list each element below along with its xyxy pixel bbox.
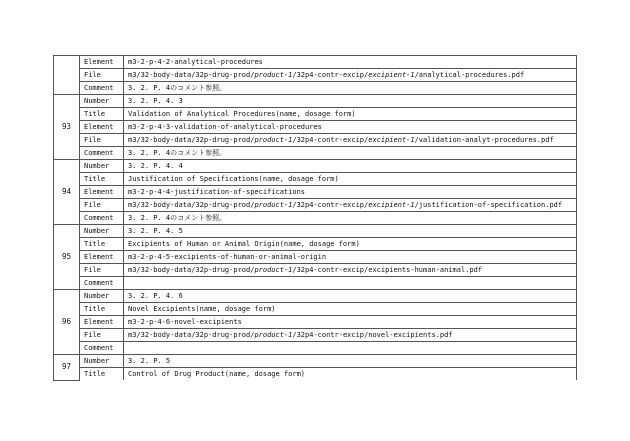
- value-segment: Justification of Specifications(name, dosage form): [128, 175, 339, 183]
- value-segment: 3. 2. P. 4. 3: [128, 97, 183, 105]
- table-row: [54, 173, 577, 186]
- field-value-cell: [124, 147, 577, 160]
- value-segment: /32p4-contr-excip/: [292, 71, 369, 79]
- field-key-cell: Title: [80, 303, 124, 316]
- table-row: [54, 277, 577, 290]
- value-segment: m3-2-p-4-3-validation-of-analytical-procedures: [128, 123, 322, 131]
- specification-table: [53, 55, 577, 381]
- field-key-cell: Comment: [80, 277, 124, 290]
- field-key-cell: File: [80, 134, 124, 147]
- field-value-cell: [124, 342, 577, 355]
- field-key-cell: Number: [80, 290, 124, 303]
- value-segment: /32p4-contr-excip/novel-excipients.pdf: [292, 331, 453, 339]
- table-row: [54, 56, 577, 69]
- field-value-cell: [124, 186, 577, 199]
- table-row: [54, 199, 577, 212]
- table-row: [54, 186, 577, 199]
- group-number-cell: 95: [54, 225, 80, 290]
- field-value-cell: [124, 316, 577, 329]
- field-key-cell: File: [80, 69, 124, 82]
- field-value-cell: [124, 121, 577, 134]
- value-segment: /32p4-contr-excip/: [292, 201, 369, 209]
- field-key-cell: Comment: [80, 342, 124, 355]
- table-row: [54, 355, 577, 368]
- table-row: [54, 121, 577, 134]
- path-variable-segment: product-1: [254, 71, 293, 79]
- value-segment: Validation of Analytical Procedures(name, dosage form): [128, 110, 356, 118]
- field-value-cell: [124, 56, 577, 69]
- field-key-cell: File: [80, 264, 124, 277]
- field-value-cell: [124, 238, 577, 251]
- table-row: [54, 108, 577, 121]
- table-row: [54, 95, 577, 108]
- path-variable-segment: excipient-1: [368, 201, 415, 209]
- field-value-cell: [124, 199, 577, 212]
- field-key-cell: Title: [80, 108, 124, 121]
- field-value-cell: [124, 160, 577, 173]
- path-variable-segment: product-1: [254, 331, 293, 339]
- field-value-cell: [124, 134, 577, 147]
- value-segment: 3. 2. P. 4のコメント参照。: [128, 84, 227, 92]
- field-key-cell: Comment: [80, 212, 124, 225]
- table-row: [54, 238, 577, 251]
- field-value-cell: [124, 108, 577, 121]
- field-value-cell: [124, 225, 577, 238]
- value-segment: 3. 2. P. 4のコメント参照。: [128, 214, 227, 222]
- path-variable-segment: product-1: [254, 266, 293, 274]
- field-key-cell: File: [80, 329, 124, 342]
- value-segment: Control of Drug Product(name, dosage form): [128, 370, 306, 378]
- field-value-cell: [124, 277, 577, 290]
- table-row: [54, 212, 577, 225]
- field-key-cell: Element: [80, 186, 124, 199]
- value-segment: 3. 2. P. 4. 5: [128, 227, 183, 235]
- field-value-cell: [124, 82, 577, 95]
- group-number-cell: 94: [54, 160, 80, 225]
- field-value-cell: [124, 290, 577, 303]
- table-row: [54, 69, 577, 82]
- table-row: [54, 316, 577, 329]
- field-value-cell: [124, 173, 577, 186]
- field-key-cell: Title: [80, 173, 124, 186]
- value-segment: m3/32-body-data/32p-drug-prod/: [128, 331, 255, 339]
- value-segment: m3-2-p-4-2-analytical-procedures: [128, 58, 263, 66]
- field-key-cell: Comment: [80, 147, 124, 160]
- field-value-cell: [124, 69, 577, 82]
- field-key-cell: Element: [80, 316, 124, 329]
- table-row: [54, 290, 577, 303]
- field-key-cell: Comment: [80, 82, 124, 95]
- value-segment: /analytical-procedures.pdf: [414, 71, 525, 79]
- value-segment: m3/32-body-data/32p-drug-prod/: [128, 71, 255, 79]
- group-number-cell: [54, 56, 80, 95]
- table-row: [54, 329, 577, 342]
- value-segment: m3/32-body-data/32p-drug-prod/: [128, 201, 255, 209]
- value-segment: /validation-analyt-procedures.pdf: [414, 136, 554, 144]
- field-value-cell: [124, 251, 577, 264]
- field-key-cell: Number: [80, 160, 124, 173]
- value-segment: m3/32-body-data/32p-drug-prod/: [128, 136, 255, 144]
- field-key-cell: Number: [80, 225, 124, 238]
- value-segment: /32p4-contr-excip/: [292, 136, 369, 144]
- field-key-cell: Title: [80, 368, 124, 381]
- table-row: [54, 147, 577, 160]
- field-value-cell: [124, 264, 577, 277]
- field-key-cell: Number: [80, 355, 124, 368]
- field-value-cell: [124, 355, 577, 368]
- table-row: [54, 303, 577, 316]
- table-row: [54, 82, 577, 95]
- specification-table-body: [54, 56, 577, 381]
- value-segment: 3. 2. P. 4のコメント参照。: [128, 149, 227, 157]
- value-segment: 3. 2. P. 4. 4: [128, 162, 183, 170]
- field-key-cell: Title: [80, 238, 124, 251]
- value-segment: 3. 2. P. 5: [128, 357, 171, 365]
- group-number-cell: 96: [54, 290, 80, 355]
- field-key-cell: Element: [80, 251, 124, 264]
- value-segment: m3-2-p-4-6-novel-excipients: [128, 318, 242, 326]
- field-value-cell: [124, 329, 577, 342]
- table-row: [54, 368, 577, 381]
- field-value-cell: [124, 212, 577, 225]
- table-row: [54, 251, 577, 264]
- field-key-cell: File: [80, 199, 124, 212]
- table-row: [54, 160, 577, 173]
- path-variable-segment: product-1: [254, 136, 293, 144]
- field-key-cell: Element: [80, 56, 124, 69]
- value-segment: Excipients of Human or Animal Origin(name, dosage form): [128, 240, 360, 248]
- table-row: [54, 264, 577, 277]
- value-segment: 3. 2. P. 4. 6: [128, 292, 183, 300]
- path-variable-segment: excipient-1: [368, 136, 415, 144]
- value-segment: m3-2-p-4-4-justification-of-specifications: [128, 188, 306, 196]
- field-key-cell: Number: [80, 95, 124, 108]
- value-segment: /32p4-contr-excip/excipients-human-animal.pdf: [292, 266, 483, 274]
- table-row: [54, 225, 577, 238]
- field-key-cell: Element: [80, 121, 124, 134]
- value-segment: Novel Excipients(name, dosage form): [128, 305, 276, 313]
- group-number-cell: 93: [54, 95, 80, 160]
- table-row: [54, 134, 577, 147]
- value-segment: m3/32-body-data/32p-drug-prod/: [128, 266, 255, 274]
- group-number-cell: 97: [54, 355, 80, 381]
- field-value-cell: [124, 303, 577, 316]
- path-variable-segment: excipient-1: [368, 71, 415, 79]
- field-value-cell: [124, 368, 577, 381]
- value-segment: m3-2-p-4-5-excipients-of-human-or-animal-origin: [128, 253, 327, 261]
- field-value-cell: [124, 95, 577, 108]
- value-segment: /justification-of-specification.pdf: [414, 201, 563, 209]
- table-row: [54, 342, 577, 355]
- path-variable-segment: product-1: [254, 201, 293, 209]
